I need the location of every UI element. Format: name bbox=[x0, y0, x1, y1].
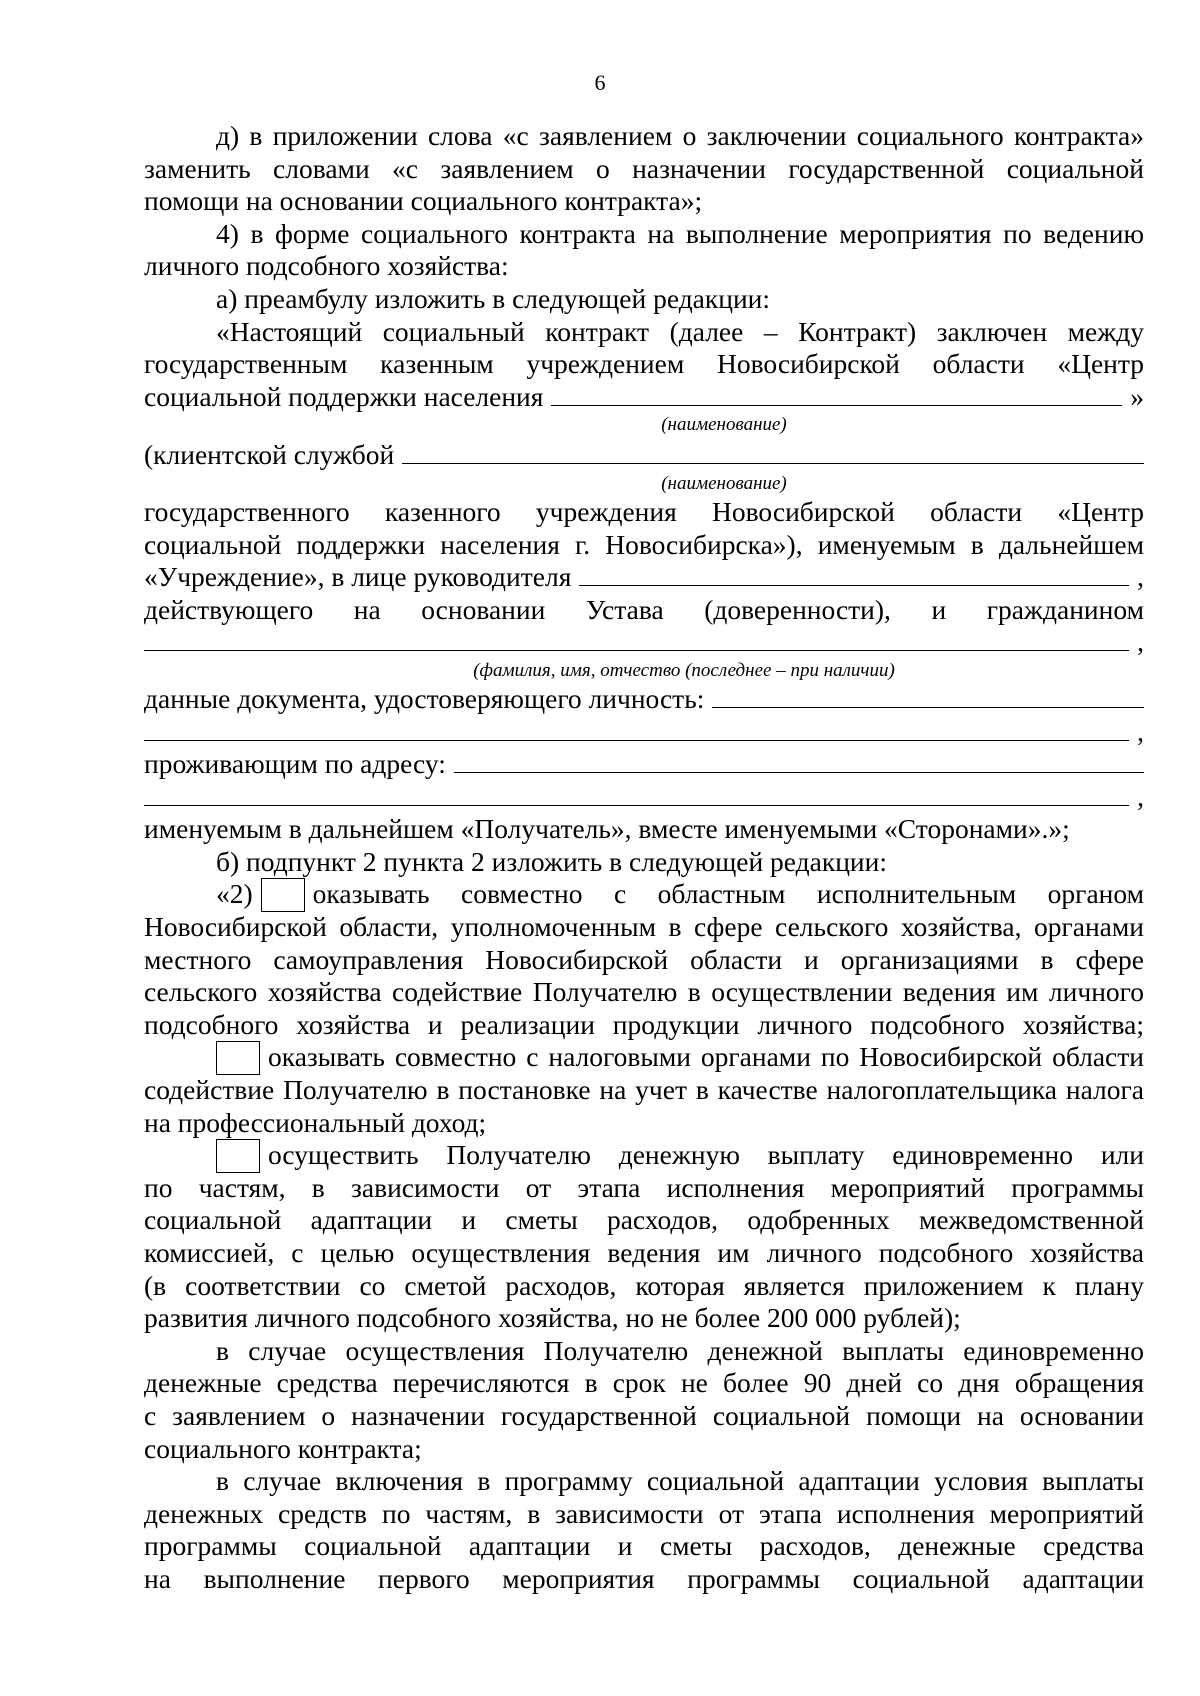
blank-field-underline bbox=[579, 561, 1129, 586]
text-line: личного подсобного хозяйства: bbox=[144, 250, 509, 282]
blank-field-underline bbox=[144, 781, 1129, 806]
checkbox-row bbox=[144, 1041, 1144, 1074]
blank-field-underline bbox=[402, 439, 1144, 464]
text-line: действующего на основании Устава (доверенности), и гражданином bbox=[144, 593, 1144, 625]
fill-line-address bbox=[144, 748, 1144, 781]
checkbox-row bbox=[144, 1139, 1144, 1172]
text-line: д) в приложении слова «с заявлением о заключении социального контракта» bbox=[216, 120, 1144, 151]
checkbox[interactable] bbox=[216, 1139, 260, 1173]
text-line: социальной поддержки населения г. Новосибирска»), именуемым в дальнейшем bbox=[144, 528, 1144, 560]
text-line: осуществить Получателю денежную выплату единовременно или bbox=[268, 1139, 1144, 1171]
closing-quote: » bbox=[1130, 380, 1144, 412]
fill-line-address-cont bbox=[144, 781, 1144, 814]
field-caption: (фамилия, имя, отчество (последнее – при наличии) bbox=[473, 659, 895, 681]
text-line: в случае включения в программу социальной адаптации условия выплаты bbox=[216, 1465, 1144, 1497]
blank-field-underline bbox=[454, 748, 1144, 773]
text-line: комиссией, с целью осуществления ведения им личного подсобного хозяйства bbox=[144, 1237, 1144, 1268]
text-line: заменить словами «с заявлением о назначении государственной социальной bbox=[144, 152, 1144, 184]
text-line: с заявлением о назначении государственной социальной помощи на основании bbox=[144, 1399, 1144, 1431]
text-line: по частям, в зависимости от этапа исполнения мероприятий программы bbox=[144, 1171, 1144, 1203]
fill-line-center-name bbox=[144, 381, 1144, 414]
text-line: оказывать совместно с налоговыми органами по Новосибирской области bbox=[268, 1041, 1144, 1073]
blank-field-underline bbox=[551, 381, 1122, 406]
fill-line-id-document-cont bbox=[144, 716, 1144, 749]
field-caption: (наименование) bbox=[661, 472, 787, 494]
text-line: а) преамбулу изложить в следующей редакции: bbox=[216, 282, 771, 314]
comma: , bbox=[1137, 715, 1144, 747]
page-number: 6 bbox=[594, 70, 606, 95]
text-line: на выполнение первого мероприятия программы социальной адаптации bbox=[144, 1562, 1144, 1594]
text-line: подсобного хозяйства и реализации продукции личного подсобного хозяйства; bbox=[144, 1008, 1144, 1040]
field-label: социальной поддержки населения bbox=[144, 380, 544, 412]
field-label: данные документа, удостоверяющего личность: bbox=[144, 682, 705, 714]
checkbox-row bbox=[144, 878, 1144, 911]
text-line: социального контракта; bbox=[144, 1432, 422, 1464]
comma: , bbox=[1137, 626, 1144, 658]
text-line: содействие Получателю в постановке на учет в качестве налогоплательщика налога bbox=[144, 1074, 1144, 1106]
text-line: оказывать совместно с областным исполнительным органом bbox=[312, 878, 1144, 910]
text-line: (в соответствии со сметой расходов, которая является приложением к плану bbox=[144, 1269, 1144, 1301]
text-line: социальной адаптации и сметы расходов, одобренных межведомственной bbox=[144, 1204, 1144, 1236]
blank-field-underline bbox=[144, 626, 1129, 651]
comma: , bbox=[1137, 561, 1144, 593]
text-line: государственным казенным учреждением Новосибирской области «Центр bbox=[144, 348, 1144, 380]
text-line: местного самоуправления Новосибирской области и организациями в сфере bbox=[144, 943, 1144, 975]
fill-line-citizen-name bbox=[144, 626, 1144, 659]
subitem-prefix: «2) bbox=[216, 878, 253, 910]
field-label: проживающим по адресу: bbox=[144, 748, 446, 780]
text-line: именуемым в дальнейшем «Получатель», вместе именуемыми «Сторонами».»; bbox=[144, 813, 1070, 845]
blank-field-underline bbox=[712, 683, 1144, 708]
fill-line-head bbox=[144, 561, 1144, 594]
text-line: 4) в форме социального контракта на выполнение мероприятия по ведению bbox=[216, 217, 1144, 249]
text-line: денежные средства перечисляются в срок не более 90 дней со дня обращения bbox=[144, 1367, 1144, 1399]
text-line: программы социальной адаптации и сметы расходов, денежные средства bbox=[144, 1530, 1144, 1562]
field-caption: (наименование) bbox=[661, 414, 787, 436]
text-line: помощи на основании социального контракта»; bbox=[144, 185, 703, 217]
text-line: сельского хозяйства содействие Получателю в осуществлении ведения им личного bbox=[144, 976, 1144, 1008]
fill-line-id-document bbox=[144, 683, 1144, 716]
text-line: на профессиональный доход; bbox=[144, 1106, 487, 1138]
text-line: денежных средств по частям, в зависимости от этапа исполнения мероприятий bbox=[144, 1497, 1144, 1529]
text-line: б) подпункт 2 пункта 2 изложить в следующей редакции: bbox=[216, 845, 887, 877]
document-body bbox=[144, 120, 1144, 1596]
comma: , bbox=[1137, 780, 1144, 812]
field-label: «Учреждение», в лице руководителя bbox=[144, 561, 572, 593]
text-line: Новосибирской области, уполномоченным в сфере сельского хозяйства, органами bbox=[144, 911, 1144, 943]
text-line: государственного казенного учреждения Новосибирской области «Центр bbox=[144, 495, 1144, 527]
checkbox[interactable] bbox=[261, 878, 305, 912]
text-line: в случае осуществления Получателю денежной выплаты единовременно bbox=[216, 1334, 1144, 1366]
field-label: (клиентской службой bbox=[144, 439, 395, 471]
fill-line-client-service bbox=[144, 439, 1144, 472]
text-line: «Настоящий социальный контракт (далее – Контракт) заключен между bbox=[216, 315, 1144, 347]
checkbox[interactable] bbox=[216, 1041, 260, 1075]
text-line: развития личного подсобного хозяйства, но не более 200 000 рублей); bbox=[144, 1302, 961, 1334]
blank-field-underline bbox=[144, 716, 1129, 741]
